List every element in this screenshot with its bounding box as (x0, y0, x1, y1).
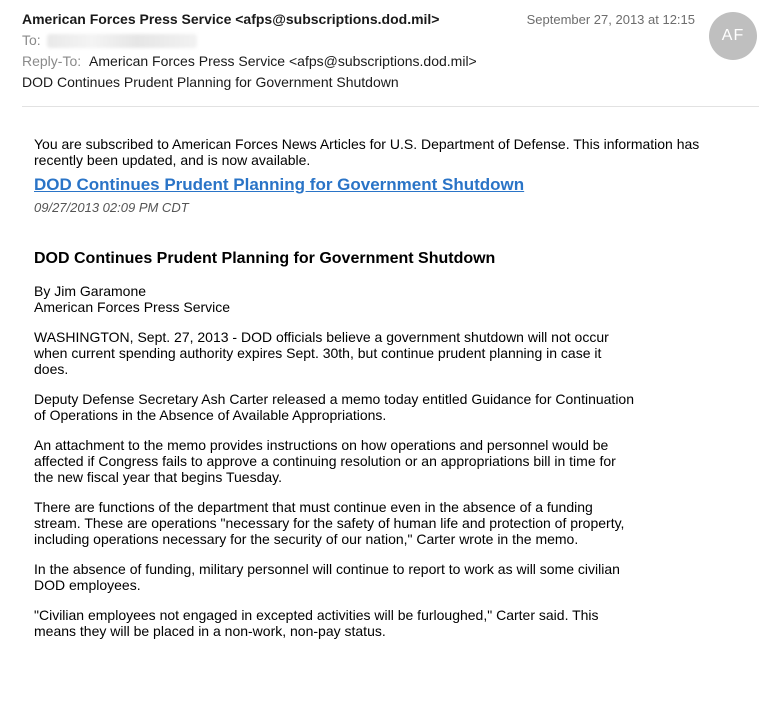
email-body (34, 136, 734, 639)
avatar: AF (709, 12, 757, 60)
reply-to-row (22, 53, 477, 69)
article-paragraph: There are functions of the department that must continue even in the absence of a funding stream. These are operations "necessary for the safety of human life and protection of property, including operations necessary for the security of our nation," Carter wrote in the memo. (34, 499, 625, 547)
article-paragraph: An attachment to the memo provides instructions on how operations and personnel would be affected if Congress fails to approve a continuing resolution or an appropriations bill in time for the new fiscal year that begins Tuesday. (34, 437, 616, 485)
article-paragraph: "Civilian employees not engaged in excepted activities will be furloughed," Carter said. This means they will be placed in a non-work, non-pay status. (34, 607, 599, 639)
article-title: DOD Continues Prudent Planning for Government Shutdown (34, 250, 496, 267)
email-subject: DOD Continues Prudent Planning for Government Shutdown (22, 74, 399, 90)
to-row (22, 32, 197, 48)
article-paragraph: In the absence of funding, military personnel will continue to report to work as will some civilian DOD employees. (34, 561, 620, 593)
reply-to-address[interactable]: American Forces Press Service <afps@subscriptions.dod.mil> (89, 53, 477, 69)
article-link[interactable]: DOD Continues Prudent Planning for Government Shutdown (34, 175, 525, 194)
to-label: To: (22, 32, 41, 48)
article-paragraph: Deputy Defense Secretary Ash Carter released a memo today entitled Guidance for Continuation of Operations in the Absence of Available Appropriations. (34, 391, 634, 423)
reply-to-label: Reply-To: (22, 53, 82, 69)
article-paragraph: WASHINGTON, Sept. 27, 2013 - DOD officials believe a government shutdown will not occur when current spending authority expires Sept. 30th, but continue prudent planning in case it does. (34, 329, 609, 377)
subscription-intro: You are subscribed to American Forces News Articles for U.S. Department of Defense. This information has recently been updated, and is now available. (34, 136, 700, 168)
recipient-redacted (47, 34, 197, 48)
email-header (0, 0, 769, 108)
article-timestamp: 09/27/2013 02:09 PM CDT (34, 200, 189, 215)
byline-author: By Jim Garamone (34, 283, 147, 299)
byline-org: American Forces Press Service (34, 299, 231, 315)
header-divider (22, 106, 759, 107)
byline (34, 283, 734, 315)
sender[interactable]: American Forces Press Service <afps@subscriptions.dod.mil> (22, 11, 440, 27)
sent-date: September 27, 2013 at 12:15 (526, 12, 695, 27)
